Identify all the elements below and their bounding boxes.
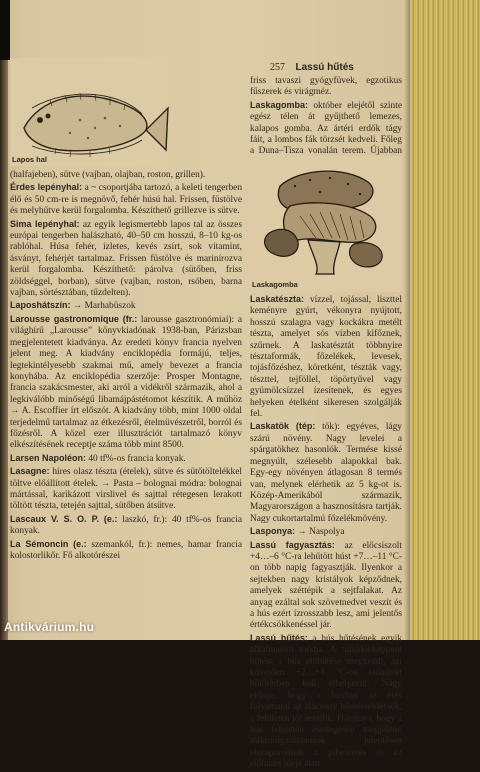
flatfish-illustration [10, 58, 170, 166]
entry-text: (halfajeben), sütve (vajban, olajban, roston, grillen). [10, 170, 206, 180]
entry-text: Lasagne: híres olasz tészta (ételek), sütve és sütőtöltelékkel töltve előállított ételek. → Pasta – bolognai módra: bolognai mártással, karikázott virslivel és sajttal rétegesen lerakott töltött tészta, tetején sajttal, sütőben átsütve. [10, 466, 242, 512]
flatfish-drawing [10, 58, 170, 166]
page-gutter [0, 0, 8, 640]
entry-text: Lassú fagyasztás: az előcsiszolt +4…–6 °C-ra lehűtött húst +7…–11 °C-on több napig fagyasztják. Ilyenkor a sejtekben nagy kristályok képződnek, amelyek széttépik a sejtfalakat. Az anyag ezáltal sok szövetnedvet veszít és a hús ezért ízrosszabb lesz, ami jelentős értékcsökkenéssel jár. [250, 539, 402, 631]
headword: Laposhátszín: [10, 300, 71, 311]
mushroom-caption: Laskagomba [252, 280, 298, 289]
book-page-edges [410, 0, 480, 640]
oyster-mushroom-illustration [250, 156, 402, 292]
entry-text: Lasponya: → Naspolya [250, 526, 345, 538]
entry-text: Laskatészta: vízzel, tojással, liszttel keményre gyúrt, vékonyra nyújtott, hosszú szalagra vagy kockákra metélt tészta, amelyet sós vízben kifőznek, szűrnek. A laskatésztát többnyire tésztaformák, főzelékek, levesek, tojásfőzéshez, köretként, tészták vagy, tészttel, tejföllel, töpörtyűvel vagy gyümölcsízzel ízesítenek, és egyes helyeken ételként sikeresen szolgálják fel. [250, 294, 402, 420]
headword: Lassú hűtés: [250, 632, 308, 643]
entry-text: Lassú hűtés: a hús hűtésének egyik alkalmazott módja. A tulajdonképpeni hűtést a hús előhűtése megkezdi, azt követően +2…+4 °C-os előhűtött hűtőtérben kell elhelyezni. Nagy előnye, hogy a húsban az érés folyamatai az alacsony hőmérsékletnek, a felületen jól lezajlik. Hátránya, hogy a hús felületén esetlegesen megjelenő mikroorganizmusok jelentősen elszaporodnak a pihentetés és az előhűtés ideje alatt. [250, 632, 403, 770]
mushroom-drawing [250, 156, 402, 280]
entry-text: friss tavaszi gyógyfüvek, egzotikus fűszerek és virágméz. [250, 76, 402, 98]
headword: La Sémoncin (e.: [10, 538, 87, 549]
headword: Laskagomba: [250, 99, 309, 110]
running-head: Lassú hűtés [295, 62, 354, 73]
headword: Laskatök (tép: [250, 421, 316, 432]
entry-text: Sima lepényhal: az egyik legismertebb lapos tal az összes európai tengerben halászható, 40–50 cm hosszú, 8–10 kg-os rablóhal. Húsa fehér, ízletes, kevés zsírt, sok vitamint, ásványt, fehérjét tartalmaz. Frissen füstölve és marinírozva kerül forgalomba. Készíthető: párolva (sütőben, friss zöldséggel, borban), sütve (vajban, roston, rsóben, barna vajban, sörtésztában, tűzdelten). [10, 218, 242, 299]
headword: Érdes lepényhal: [10, 182, 83, 193]
entry-text: Lascaux V. S. O. P. (e.: laszkó, fr.): 40 tf%-os francia konyak. [10, 513, 242, 537]
entry-text: Larousse gastronomique (fr.: larousse gasztronómiai): a világhírű „Larousse” könyvkiadónak 1938-ban, Párizsban megjelentetett kiadványa. Az eredeti könyv francia nyelven jelent meg. A kiadvány enciklopédia formájú, teljes, legtekintélyesebb szakmai mű, amely bevezet a francia konyhába. Az enciklopédia szerzője: Prosper Montagne, francia szakácsmester, aki arról a vidékről származik, ahol a legkiválóbb minőségű libamájpástétomot készítik. A műhöz → A. Escoffier írt előszót. A kiadvány több, mint 1000 oldal terjedelmű tartalmaz az étkezésről, ételmüvészetről, borról és főzésről. A közel ezer illusztrációt tartalmazó könyv elkészítésének receptje száma több mint 8500. [10, 313, 242, 451]
page-number: 257 [270, 62, 285, 73]
entry-text: Laposhátszín: → Marhabüszok [10, 300, 136, 312]
right-text-column-bottom [250, 294, 402, 772]
left-text-column [10, 170, 242, 563]
fish-caption: Lapos hal [12, 155, 48, 164]
entry-text: Larsen Napoléon: 40 tf%-os francia konyak. [10, 452, 186, 464]
headword: Sima lepényhal: [10, 218, 80, 229]
watermark: Antikvárium.hu [4, 620, 95, 634]
binding-shadow [0, 0, 10, 60]
entry-text: Laskatök (tép: tök): egyéves, lágy szárú növény. Nagy levelei a spárgatökhez hasonlók. Termése kissé megnyúlt, szélesebb alapokkal bak. Egy-egy növényen átlagosan 8 termés van, melynek elérhetik az 5 kg-ot is. Közép-Amerikából származik, Magyarországon a hasznosításra tartják. Nagy cukortartalmú főzelékmövény. [250, 421, 402, 524]
headword: Larousse gastronomique (fr.: [10, 313, 138, 324]
headword: Laskatészta: [250, 294, 305, 304]
entry-text: Érdes lepényhal: a ~ csoportjába tartozó, a keleti tengerben élő és 50 cm-re is megnövő, fehér húsú hal. Frissen, füstölve és melyhűtve kerül forgalomba. Készíthető grillezve is sütve. [10, 182, 243, 217]
headword: Larsen Napoléon: [10, 452, 87, 463]
running-header [270, 62, 354, 73]
headword: Lascaux V. S. O. P. (e.: [10, 513, 118, 524]
headword: Lasagne: [10, 466, 50, 477]
headword: Lasponya: [250, 526, 296, 537]
headword: Lassú fagyasztás: [250, 539, 335, 550]
entry-text: Laskagomba: október elejétől szinte egész télen át gyűjthető lemezes, kalapos gomba. Az ártéri erdők tágy fáit, a lombos fák törzsét kedveli. Főleg a Duna–Tisza vonalán terem. Újabban [250, 99, 402, 157]
entry-text: La Sémoncin (e.: szemankól, fr.): nemes, hamar francia kolostorlikőr. Fő alkotórészei [10, 538, 242, 561]
